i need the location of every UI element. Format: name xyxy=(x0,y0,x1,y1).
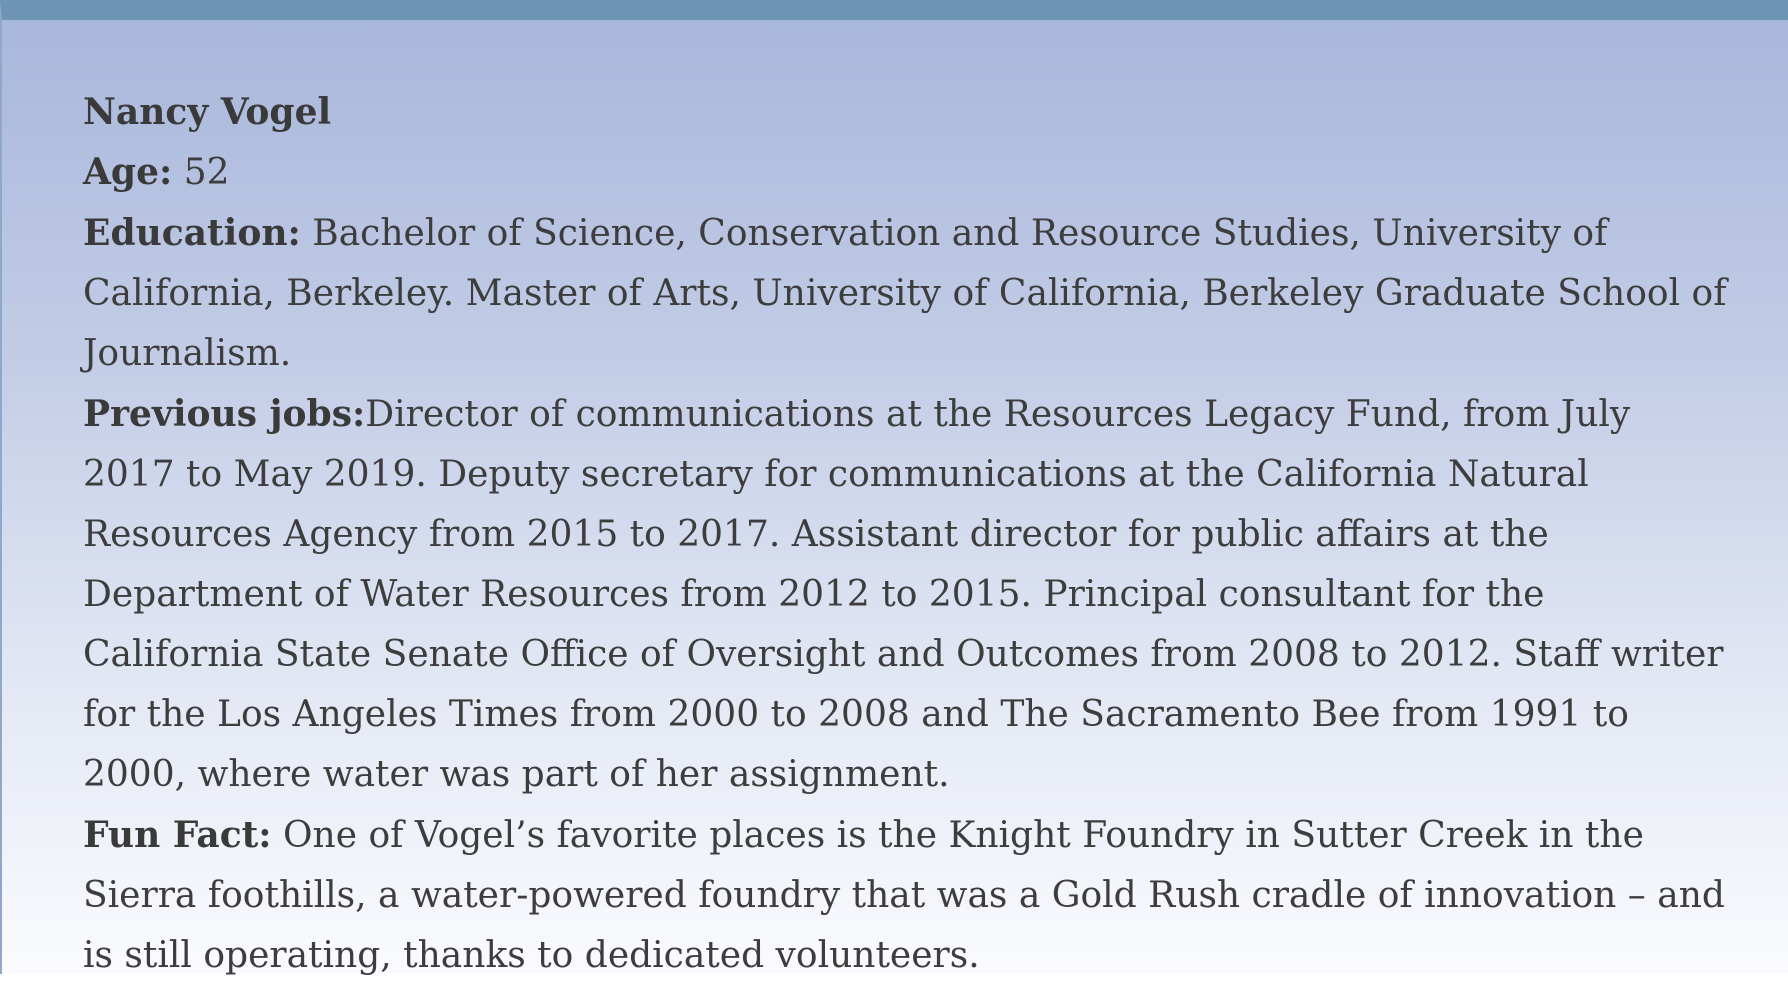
previous-jobs-label: Previous jobs: xyxy=(83,393,366,435)
age-row xyxy=(83,142,1733,203)
fun-fact-value: One of Vogel’s favorite places is the Knight Foundry in Sutter Creek in the Sierra foothills, a water-powered foundry that was a Gold Rush cradle of innovation – and is still operating, thanks to dedicated volunteers. xyxy=(83,815,1725,976)
profile-content xyxy=(83,82,1733,986)
education-row xyxy=(83,203,1733,384)
age-value: 52 xyxy=(172,152,230,193)
fun-fact-row xyxy=(83,805,1733,986)
education-label: Education: xyxy=(83,212,301,254)
education-value: Bachelor of Science, Conservation and Resource Studies, University of California, Berkeley. Master of Arts, University of California, Berkeley Graduate School of Journalism. xyxy=(83,213,1727,374)
previous-jobs-row xyxy=(83,384,1733,805)
fun-fact-label: Fun Fact: xyxy=(83,814,272,856)
profile-name: Nancy Vogel xyxy=(83,91,332,133)
age-label: Age: xyxy=(83,151,173,193)
previous-jobs-value: Director of communications at the Resources Legacy Fund, from July 2017 to May 2019. Deputy secretary for communications at the California Natural Resources Agency from 2015 to 2017. Assistant director for public affairs at the Department of Water Resources from 2012 to 2015. Principal consultant for the California State Senate Office of Oversight and Outcomes from 2008 to 2012. Staff writer for the Los Angeles Times from 2000 to 2008 and The Sacramento Bee from 1991 to 2000, where water was part of her assignment. xyxy=(83,394,1724,795)
